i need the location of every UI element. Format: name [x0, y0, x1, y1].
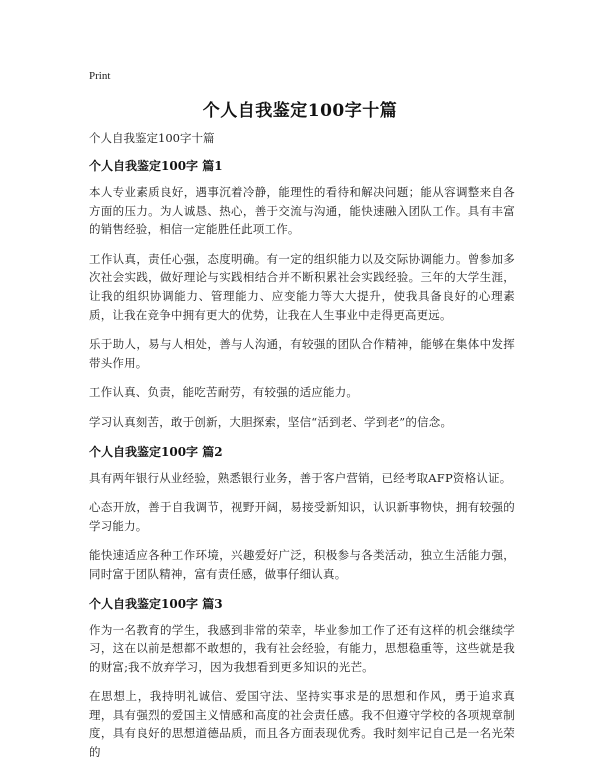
paragraph: 工作认真、负责，能吃苦耐劳，有较强的适应能力。: [89, 385, 359, 400]
section-heading: 个人自我鉴定100字 篇3: [89, 596, 223, 611]
section-1: [89, 157, 515, 432]
paragraph: 乐于助人，易与人相处，善与人沟通，有较强的团队合作精神，能够在集体中发挥带头作用。: [89, 337, 515, 370]
paragraph: 心态开放，善于自我调节，视野开阔，易接受新知识，认识新事物快，拥有较强的学习能力。: [89, 500, 515, 533]
paragraph: 作为一名教育的学生，我感到非常的荣幸，毕业参加工作了还有这样的机会继续学习，这在以前是想都不敢想的，我有社会经验，有能力，思想稳重等，这些就是我的财富;我不放弃学习，因为我想看到更多知识的光芒。: [89, 622, 515, 674]
paragraph: 本人专业素质良好，遇事沉着冷静，能理性的看待和解决问题；能从容调整来自各方面的压力。为人诚恳、热心，善于交流与沟通，能快速融入团队工作。具有丰富的销售经验，相信一定能胜任此项工作。: [89, 185, 515, 237]
section-3: [89, 595, 515, 762]
section-heading: 个人自我鉴定100字 篇2: [89, 444, 223, 459]
paragraph: 在思想上，我持明礼诚信、爱国守法、坚持实事求是的思想和作风，勇于追求真理，具有强烈的爱国主义情感和高度的社会责任感。我不但遵守学校的各项规章制度，具有良好的思想道德品质，而且各方面表现优秀。我时刻牢记自己是一名光荣的: [89, 689, 515, 760]
paragraph: 具有两年银行从业经验，熟悉银行业务，善于客户营销，已经考取AFP资格认证。: [89, 470, 512, 485]
document-subtitle: 个人自我鉴定100字十篇: [89, 131, 215, 145]
section-2: [89, 443, 515, 584]
print-label: Print: [89, 70, 111, 82]
section-heading: 个人自我鉴定100字 篇1: [89, 159, 223, 173]
document-title: 个人自我鉴定100字十篇: [202, 101, 398, 121]
document-body: [89, 130, 515, 773]
paragraph: 能快速适应各种工作环境，兴趣爱好广泛，积极参与各类活动，独立生活能力强，同时富于团队精神，富有责任感，做事仔细认真。: [89, 548, 515, 581]
paragraph: 学习认真刻苦，敢于创新，大胆探索，坚信“活到老、学到老”的信念。: [89, 414, 453, 429]
paragraph: 工作认真，责任心强，态度明确。有一定的组织能力以及交际协调能力。曾参加多次社会实践，做好理论与实践相结合并不断积累社会实践经验。三年的大学生涯，让我的组织协调能力、管理能力、应变能力等大大提升，使我具备良好的心理素质，让我在竞争中拥有更大的优势，让我在人生事业中走得更高更远。: [89, 251, 515, 322]
